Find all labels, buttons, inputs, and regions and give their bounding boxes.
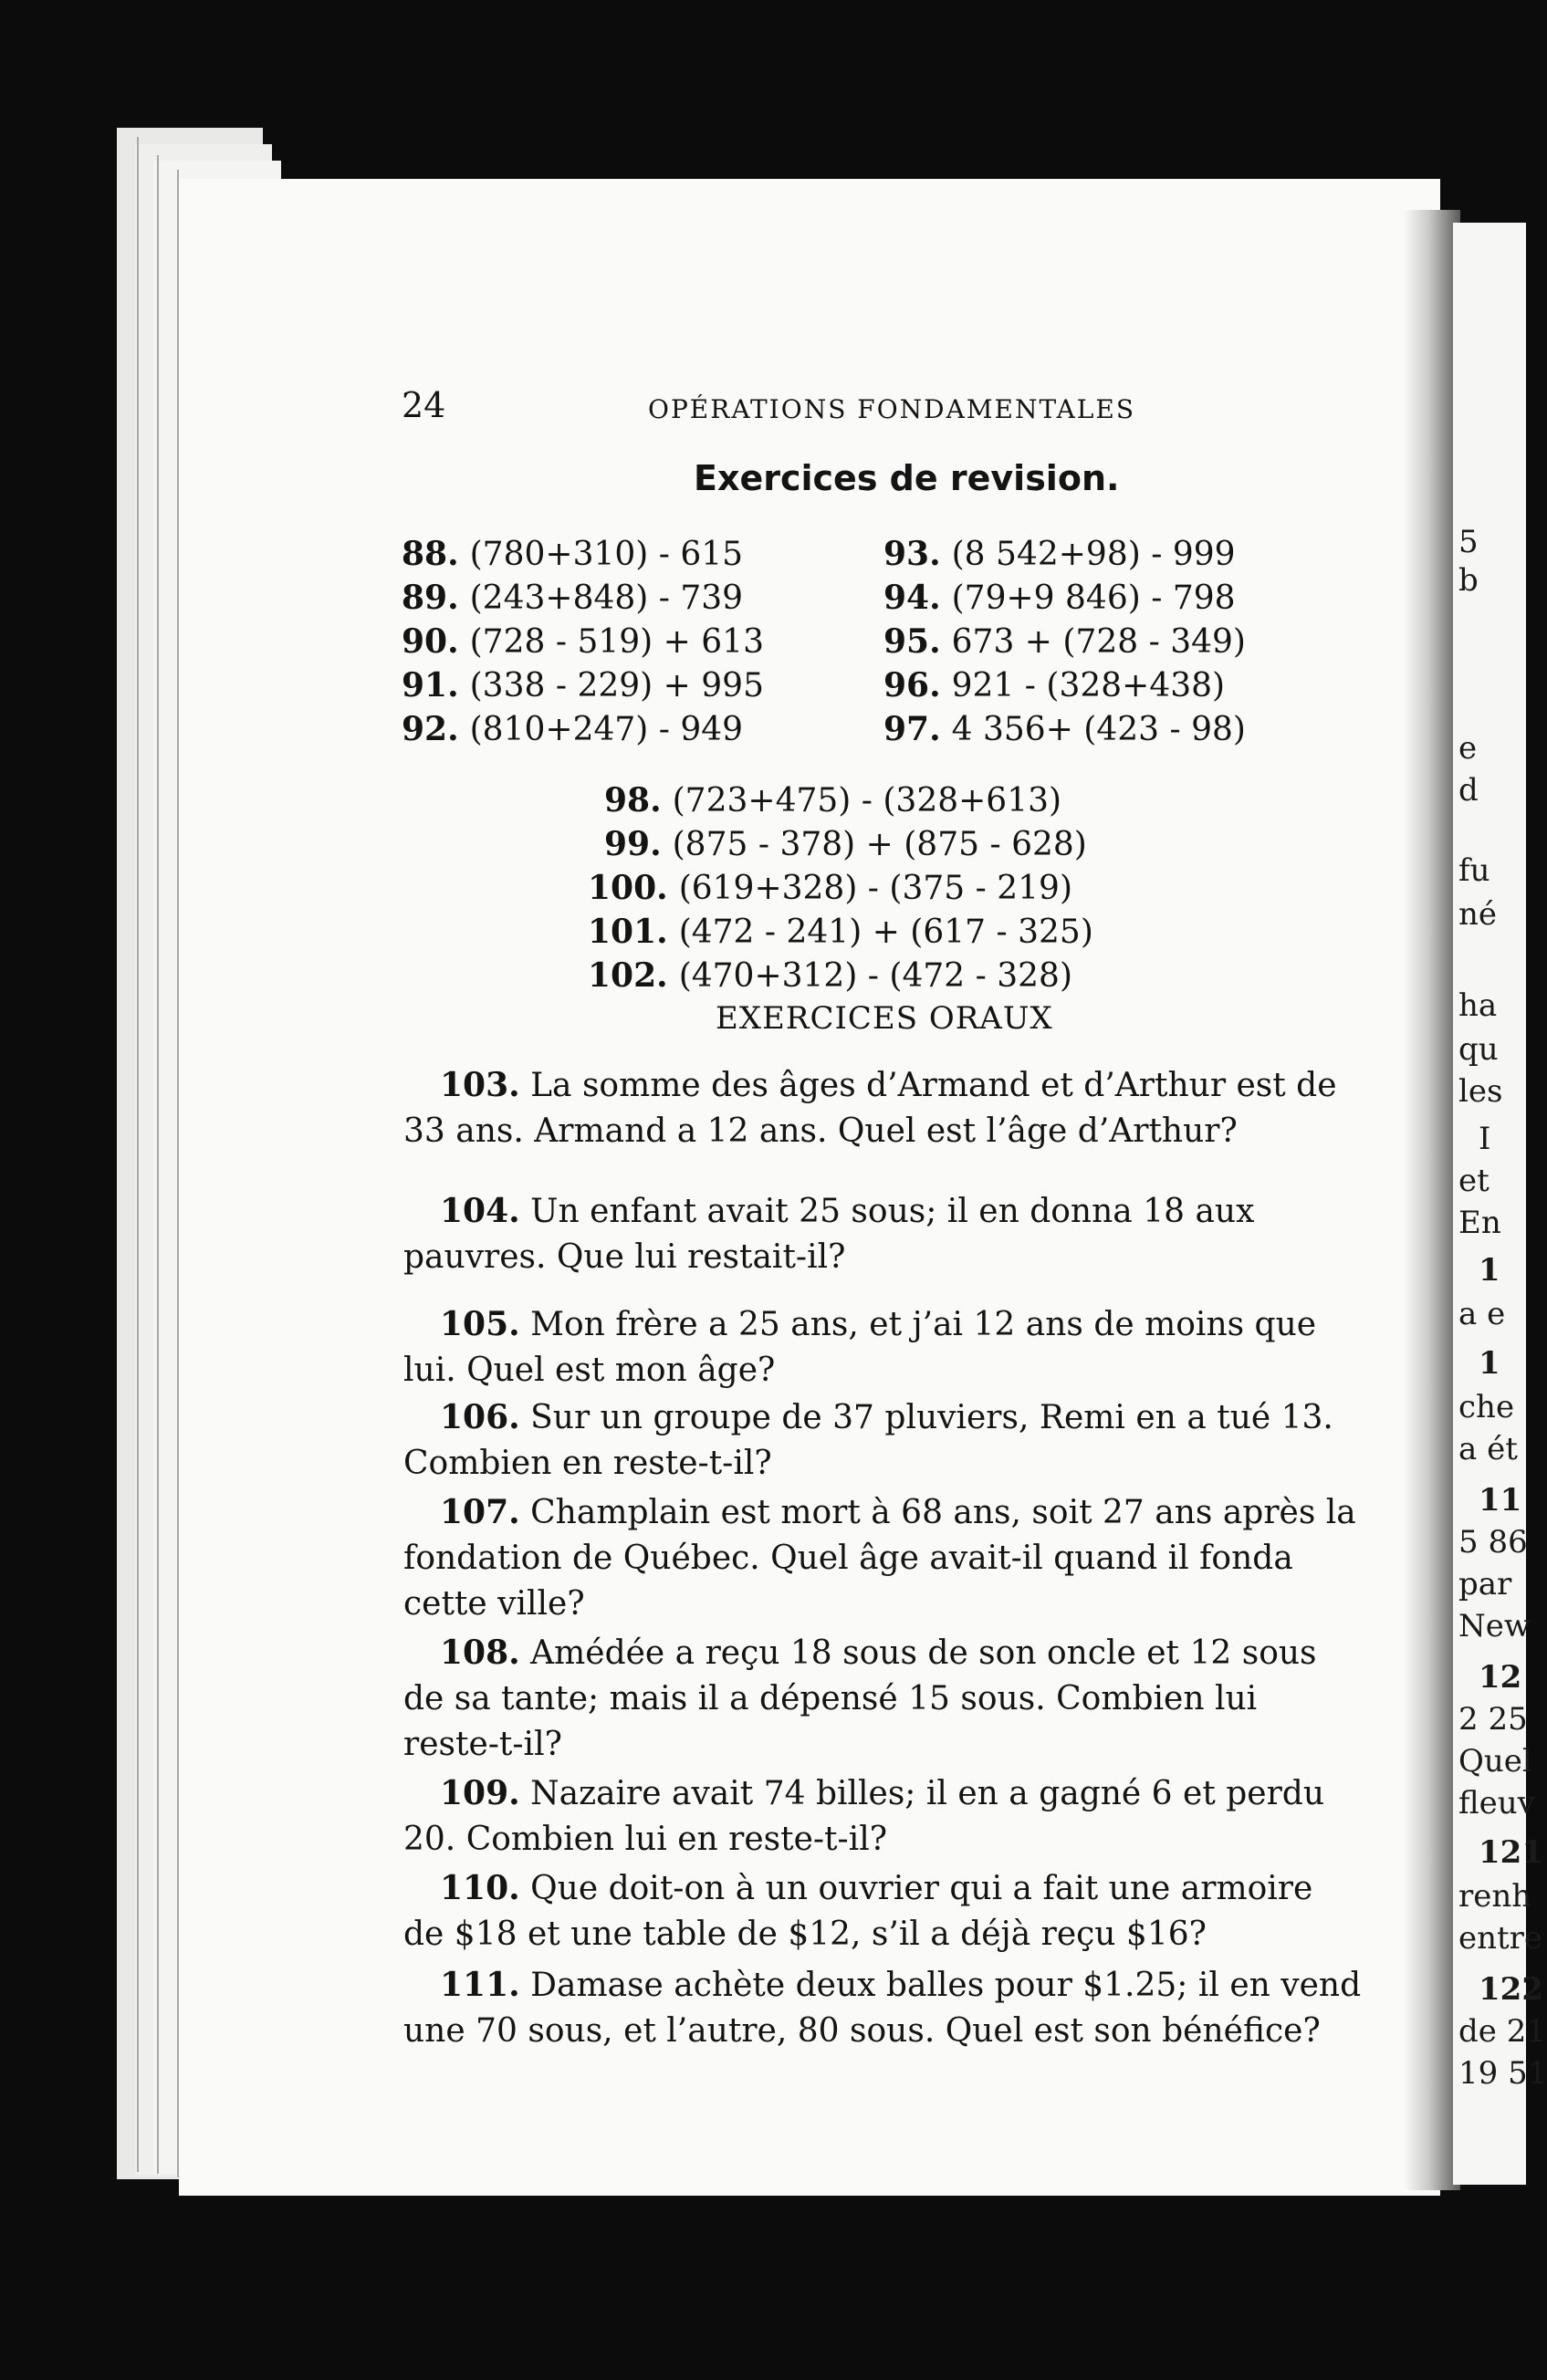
problem-text: Nazaire avait 74 billes; il en a gagné 6 et perdu 20. Combien lui en reste-t-il? — [403, 1775, 1325, 1858]
exercise-number: 99. — [604, 825, 662, 863]
exercise-number: 89. — [402, 579, 459, 617]
exercise-item — [588, 956, 1072, 995]
exercise-number: 101. — [588, 913, 668, 951]
problem-text: Que doit-on à un ouvrier qui a fait une armoire de $18 et une table de $12, s’il a déjà reçu $16? — [403, 1870, 1313, 1953]
facing-fragment: d — [1458, 772, 1479, 809]
facing-fragment: 11 — [1479, 1482, 1522, 1519]
exercise-expression: (243+848) - 739 — [469, 579, 744, 617]
exercise-item — [883, 622, 1246, 661]
exercise-item — [604, 825, 1087, 863]
problem-number: 110. — [440, 1869, 520, 1907]
facing-fragment: ha — [1458, 987, 1498, 1024]
exercise-expression: (8 542+98) - 999 — [951, 536, 1236, 573]
facing-fragment: 12 — [1479, 1659, 1522, 1696]
facing-fragment: Quel — [1458, 1743, 1532, 1780]
problem-text: Amédée a reçu 18 sous de son oncle et 12 sous de sa tante; mais il a dépensé 15 sous. Combien lui reste-t-il? — [403, 1634, 1317, 1763]
exercise-item — [402, 666, 764, 705]
exercise-expression: (79+9 846) - 798 — [951, 579, 1236, 617]
problem-number: 104. — [440, 1192, 520, 1230]
exercise-expression: (470+312) - (472 - 328) — [678, 957, 1072, 995]
problem-number: 109. — [440, 1774, 520, 1812]
exercise-number: 100. — [588, 869, 668, 907]
facing-fragment: et — [1458, 1163, 1490, 1199]
exercise-expression: 673 + (728 - 349) — [951, 623, 1246, 661]
problem-text: La somme des âges d’Armand et d’Arthur est de 33 ans. Armand a 12 ans. Quel est l’âge d’Arthur? — [403, 1067, 1337, 1150]
facing-fragment: fu — [1458, 852, 1490, 889]
problem-number: 105. — [440, 1305, 520, 1343]
facing-fragment: a e — [1458, 1296, 1506, 1332]
exercise-item — [402, 579, 743, 617]
facing-fragment: 121 — [1479, 1834, 1543, 1871]
exercise-number: 92. — [402, 710, 459, 748]
book-gutter-shadow — [1404, 210, 1460, 2190]
running-title: OPÉRATIONS FONDAMENTALES — [648, 394, 1136, 424]
problem-item — [403, 1489, 1362, 1627]
page-number: 24 — [402, 385, 446, 425]
exercise-number: 88. — [402, 535, 459, 573]
exercise-expression: (619+328) - (375 - 219) — [678, 870, 1072, 907]
exercise-item — [402, 535, 743, 573]
facing-fragment: 2 25 — [1458, 1701, 1528, 1738]
facing-page — [1453, 223, 1547, 2185]
facing-fragment: I — [1479, 1121, 1491, 1157]
facing-fragment: qu — [1458, 1031, 1499, 1068]
facing-fragment: né — [1458, 896, 1498, 933]
problem-item — [403, 1301, 1362, 1394]
facing-fragment: 1 — [1479, 1345, 1500, 1382]
facing-fragment: 5 — [1458, 524, 1479, 560]
problem-number: 103. — [440, 1066, 520, 1104]
exercise-number: 93. — [883, 535, 941, 573]
problem-number: 107. — [440, 1493, 520, 1531]
facing-fragment: fleuv — [1458, 1785, 1535, 1822]
problem-text: Damase achète deux balles pour $1.25; il en vend une 70 sous, et l’autre, 80 sous. Quel est son bénéfice? — [403, 1967, 1362, 2050]
problem-item — [403, 1865, 1362, 1957]
facing-fragment: entre — [1458, 1920, 1543, 1957]
facing-fragment: 122 — [1479, 1971, 1543, 2008]
facing-fragment: New — [1458, 1608, 1531, 1644]
exercise-number: 96. — [883, 666, 941, 705]
facing-fragment: renh — [1458, 1878, 1532, 1915]
exercise-expression: 921 - (328+438) — [951, 667, 1226, 705]
exercise-number: 102. — [588, 956, 668, 995]
exercise-item — [402, 710, 743, 748]
exercise-number: 94. — [883, 579, 941, 617]
facing-fragment: par — [1458, 1566, 1512, 1602]
exercise-number: 90. — [402, 622, 459, 661]
problem-item — [403, 1188, 1362, 1280]
exercise-item — [883, 579, 1236, 617]
exercise-expression: (472 - 241) + (617 - 325) — [678, 913, 1093, 951]
problem-number: 108. — [440, 1634, 520, 1672]
facing-fragment: e — [1458, 730, 1478, 767]
facing-fragment: 5 86 — [1458, 1524, 1528, 1561]
problem-text: Sur un groupe de 37 pluviers, Remi en a tué 13. Combien en reste-t-il? — [403, 1399, 1333, 1482]
exercise-number: 98. — [604, 781, 662, 819]
page-edge-line — [157, 155, 159, 2174]
problem-item — [403, 1962, 1362, 2054]
exercise-item — [883, 666, 1225, 705]
facing-fragment: 19 51 — [1458, 2055, 1547, 2092]
exercise-expression: (723+475) - (328+613) — [672, 782, 1062, 819]
problem-item — [403, 1394, 1362, 1487]
exercise-number: 91. — [402, 666, 459, 705]
problem-item — [403, 1770, 1362, 1863]
problem-text: Un enfant avait 25 sous; il en donna 18 aux pauvres. Que lui restait-il? — [403, 1193, 1255, 1276]
problem-text: Mon frère a 25 ans, et j’ai 12 ans de moins que lui. Quel est mon âge? — [403, 1306, 1317, 1389]
exercise-expression: (728 - 519) + 613 — [469, 623, 764, 661]
problem-item — [403, 1630, 1362, 1768]
exercise-expression: (875 - 378) + (875 - 628) — [672, 826, 1087, 863]
facing-fragment: b — [1458, 562, 1479, 599]
facing-fragment: 1 — [1479, 1252, 1500, 1289]
problem-item — [403, 1062, 1362, 1154]
exercise-item — [883, 710, 1246, 748]
exercise-item — [604, 781, 1061, 819]
exercise-item — [883, 535, 1236, 573]
section-title: Exercices de revision. — [694, 458, 1120, 498]
facing-fragment: En — [1458, 1205, 1501, 1241]
facing-fragment: les — [1458, 1073, 1503, 1110]
facing-fragment: che — [1458, 1389, 1515, 1425]
facing-fragment: a ét — [1458, 1431, 1518, 1467]
exercise-item — [588, 913, 1093, 951]
exercise-expression: (780+310) - 615 — [469, 536, 744, 573]
exercise-expression: (810+247) - 949 — [469, 711, 744, 748]
oral-section-title: EXERCICES ORAUX — [716, 1000, 1053, 1037]
exercise-expression: (338 - 229) + 995 — [469, 667, 764, 705]
exercise-number: 95. — [883, 622, 941, 661]
problem-number: 106. — [440, 1398, 520, 1436]
problem-text: Champlain est mort à 68 ans, soit 27 ans après la fondation de Québec. Quel âge avait-il quand il fonda cette ville? — [403, 1494, 1356, 1623]
problem-number: 111. — [440, 1966, 520, 2004]
facing-fragment: de 21 — [1458, 2013, 1546, 2050]
exercise-item — [402, 622, 764, 661]
exercise-item — [588, 869, 1072, 907]
exercise-expression: 4 356+ (423 - 98) — [951, 711, 1246, 748]
page-edge-line — [137, 137, 139, 2172]
exercise-number: 97. — [883, 710, 941, 748]
